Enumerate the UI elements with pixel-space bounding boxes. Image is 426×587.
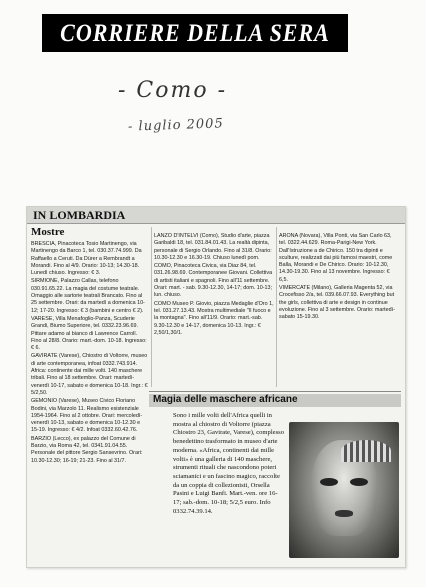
column-divider <box>276 227 277 387</box>
newspaper-clipping <box>26 206 406 568</box>
listing-entry: BARZIO (Lecco), ex palazzo del Comune di Barzio, via Roma 42, tel. 0341.91.04.55. Personale del pittore Sergio Sansevrino. Orari: 10.30-12.30; 16-19; 21-23. Fino al 31/7. <box>31 435 143 464</box>
section-header <box>27 207 405 224</box>
listing-entry: COMO Museo P. Giovio, piazza Medaglie d'Oro 1, tel. 031.27.13.43. Mostra multimediale "Il fuoco e la montagna". Fino all'11/9. Orario: mart.-sab. 9.30-12.30 e 14-17, domenica 10-13. Ingr.: € 2,50/1,30/1. <box>154 300 274 336</box>
mostre-heading: Mostre <box>31 226 65 238</box>
section-title: IN LOMBARDIA <box>33 208 126 222</box>
feature-article <box>149 391 401 564</box>
mask-face <box>311 440 377 536</box>
column-divider <box>151 227 152 387</box>
african-mask-photo <box>289 422 399 558</box>
masthead-title: CORRIERE DELLA SERA <box>60 18 330 47</box>
mask-mouth <box>335 510 353 517</box>
listing-entry: SIRMIONE, Palazzo Callas, telefono 030.91.65.22. La magia del costume teatrale. Omaggio alle sartorie teatrali Brancato. Fino al 25 settembre. Orari: da martedì a domenica 10-12; 17-20. Ingresso: € 3 (bambini e centro € 2). <box>31 278 145 314</box>
listings-column-1 <box>31 241 149 579</box>
feature-title: Magia delle maschere africane <box>153 394 298 405</box>
handwritten-city-note: - Como - <box>118 78 228 103</box>
mask-eye <box>320 478 338 486</box>
listing-entry: GEMONIO (Varese), Museo Civico Floriano Bodini, via Marzolo 11. Realismo esistenziale 1954-1964. Fino al 2 ottobre. Orari: mercoledì-venerdì 10-13, sabato e domenica 10-12.30 e 15-19. Ingresso: € 4/2. Infoat 0332.60.42.76. <box>31 398 143 434</box>
newspaper-masthead <box>42 14 348 52</box>
listing-entry: VARESE, Villa Menafoglio-Panza, Scuderie Grandi, Biumo Superiore, tel. 0332.23.96.69. Pittare adamo al bianco di Lawrence Carroll. Fino al 28/8. Orario: mart.-dom. 10-18. Ingresso: € 6. <box>31 315 147 352</box>
mask-crest <box>341 440 391 462</box>
handwritten-date-note: - luglio 2005 <box>127 116 224 135</box>
listing-entry: GAVIRATE (Varese), Chiostro di Voltorre, museo di arte contemporanea, infoat 0332.743.914. Africa: continente dai mille volti. 140 maschere tribali. Fino al 18 settembre. Orari: martedì-venerdì 10-17, sabato e domenica 10-18. Ingr.: € 5/2,50. <box>31 353 148 396</box>
listings-column-2 <box>154 233 274 389</box>
mask-eye <box>350 478 368 486</box>
listing-entry: ARONA (Novara), Villa Ponti, via San Carlo 63, tel. 0322.44.629. Roma-Parigi-New York. Dall'Istruzione a de Chirico. 150 tra dipinti e sculture, realizzati dai più famosi maestri, come Balla, Morandi e De Chirico. Orario: 10-12.30, 14.30-19.30. Fino al 13 novembre. Ingresso: € 6,5. <box>279 233 393 283</box>
listings-column-3 <box>279 233 399 389</box>
listing-entry: COMO, Pinacoteca Civica, via Diaz 84, tel. 031.26.98.69. Contemporanee Giovani. Collettiva di artisti italiani e spagnoli. Fino all'11 settembre. Orari: mart. - sab. 9.30-12.30, 14-17; dom. 10-13; lun. chiuso. <box>154 263 273 299</box>
listing-entry: LANZO D'INTELVI (Como), Studio d'arte, piazza Garibaldi 18, tel. 031.84.01.43. La realtà dipinta, personale di Sergio Orlando. Fino al 31/8. Orario: 10.30-12.30 e 16.30-19. Chiuso lunedì pom. <box>154 233 272 261</box>
feature-body: Sono i mille volti dell'Africa quelli in mostra al chiostro di Voltorre (piazza Chiostro 23, Gavirate, Varese), complesso benedettino trasformato in museo d'arte moderna. «Africa, continenti dai mille volti» è una galleria di 140 maschere, strumenti rituali che nascondono poteri sciamanici e un fascino magico, raccolte da un coppia di collezionisti, Orsella Pasini e Luigi Banfi. Mart.-ven. ore 16-17; sab.-dom. 10-18; 5/2,5 euro. Info 0332.74.39.14. <box>173 412 285 515</box>
listing-entry: VIMERCATE (Milano), Galleria Magenta 52, via Crocefisso 2/a, tel. 039.66.07.93. Everything but the girls, collettiva di arte e design in continue evoluzione. Fino al 3 settembre. Orario: martedì-sabato 15-19.30. <box>279 285 395 321</box>
feature-header <box>149 394 401 407</box>
listing-entry: BRESCIA, Pinacoteca Tosio Martinengo, via Martinengo da Barco 1, tel. 030.37.74.999. Da Raffaello a Ceruti. Da Dürer a Rembrandt a Morandi. Fino al 4/9. Orario: 10-13; 14.30-18. Lunedì chiuso. Ingresso: € 3. <box>31 241 142 277</box>
